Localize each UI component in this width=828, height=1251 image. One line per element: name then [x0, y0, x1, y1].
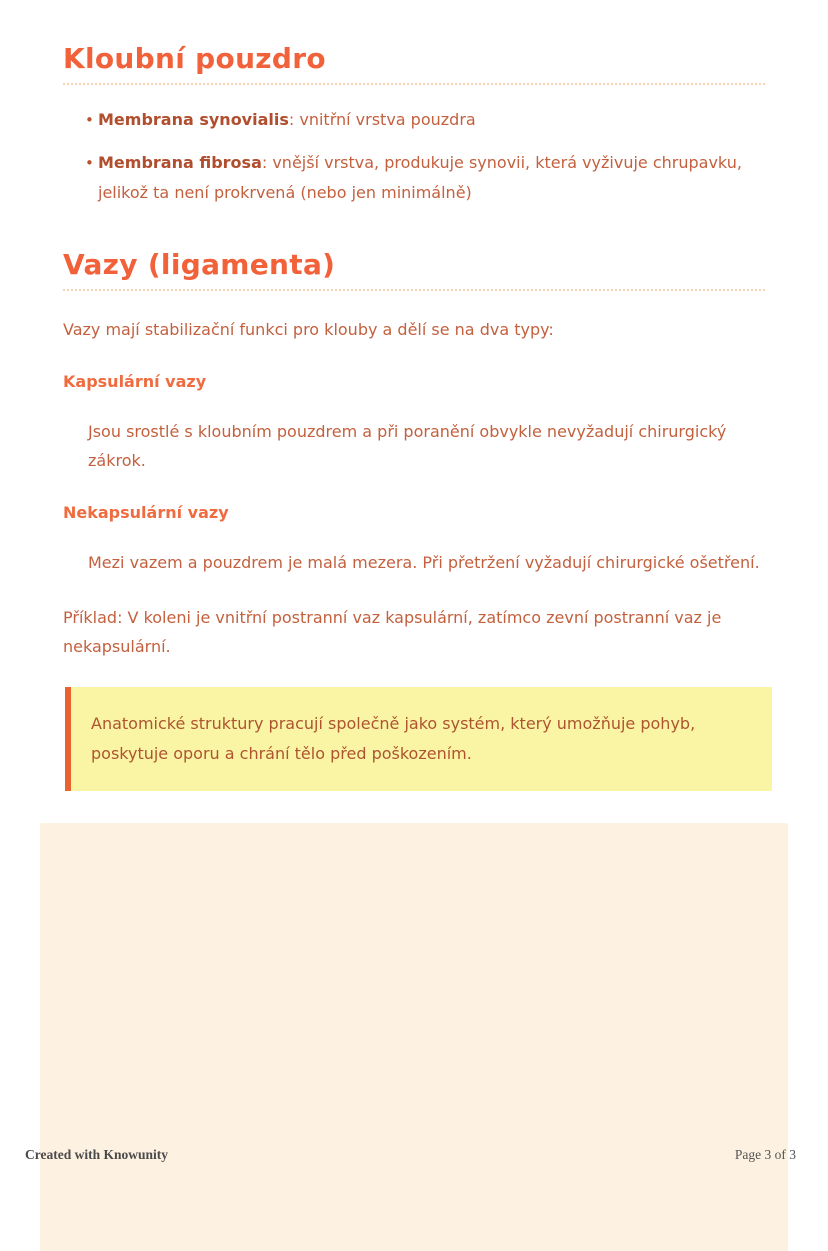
section-vazy-ligamenta: [63, 248, 765, 661]
dotted-divider: [63, 83, 765, 85]
content-image-placeholder: [40, 823, 788, 1251]
bullet-text: : vnitřní vrstva pouzdra: [288, 110, 476, 129]
created-with-label: Created with Knowunity: [25, 1147, 169, 1162]
bullet-text: : vnější vrstva, produkuje synovii, která vyživuje chrupavku, jelikož ta není prokrvená (nebo jen minimálně): [98, 153, 742, 202]
section-heading: Kloubní pouzdro: [63, 42, 326, 75]
callout-box: [65, 687, 772, 791]
bold-term: Membrana fibrosa: [98, 153, 262, 172]
bullet-list: [86, 105, 765, 208]
bold-term: Membrana synovialis: [98, 110, 289, 129]
dotted-divider: [63, 289, 765, 291]
subheading-nekapsularni-vazy: Nekapsulární vazy: [63, 503, 229, 522]
subheading-kapsularni-vazy: Kapsulární vazy: [63, 372, 207, 391]
callout-text: Anatomické struktury pracují společně jako systém, který umožňuje pohyb, poskytuje oporu a chrání tělo před poškozením.: [91, 714, 696, 763]
list-item: [86, 148, 756, 208]
list-item: [86, 105, 756, 135]
subsection-body: Jsou srostlé s kloubním pouzdrem a při poranění obvykle nevyžadují chirurgický zákrok.: [88, 422, 727, 470]
section-kloubni-pouzdro: [63, 42, 765, 208]
example-paragraph: Příklad: V koleni je vnitřní postranní vaz kapsulární, zatímco zevní postranní vaz je nekapsulární.: [63, 608, 722, 656]
section-heading: Vazy (ligamenta): [63, 248, 336, 281]
page-number: Page 3 of 3: [734, 1147, 796, 1162]
page-footer: [25, 1147, 796, 1163]
subsection-body: Mezi vazem a pouzdrem je malá mezera. Při přetržení vyžadují chirurgické ošetření.: [88, 553, 760, 572]
intro-paragraph: Vazy mají stabilizační funkci pro klouby a dělí se na dva typy:: [63, 320, 554, 339]
